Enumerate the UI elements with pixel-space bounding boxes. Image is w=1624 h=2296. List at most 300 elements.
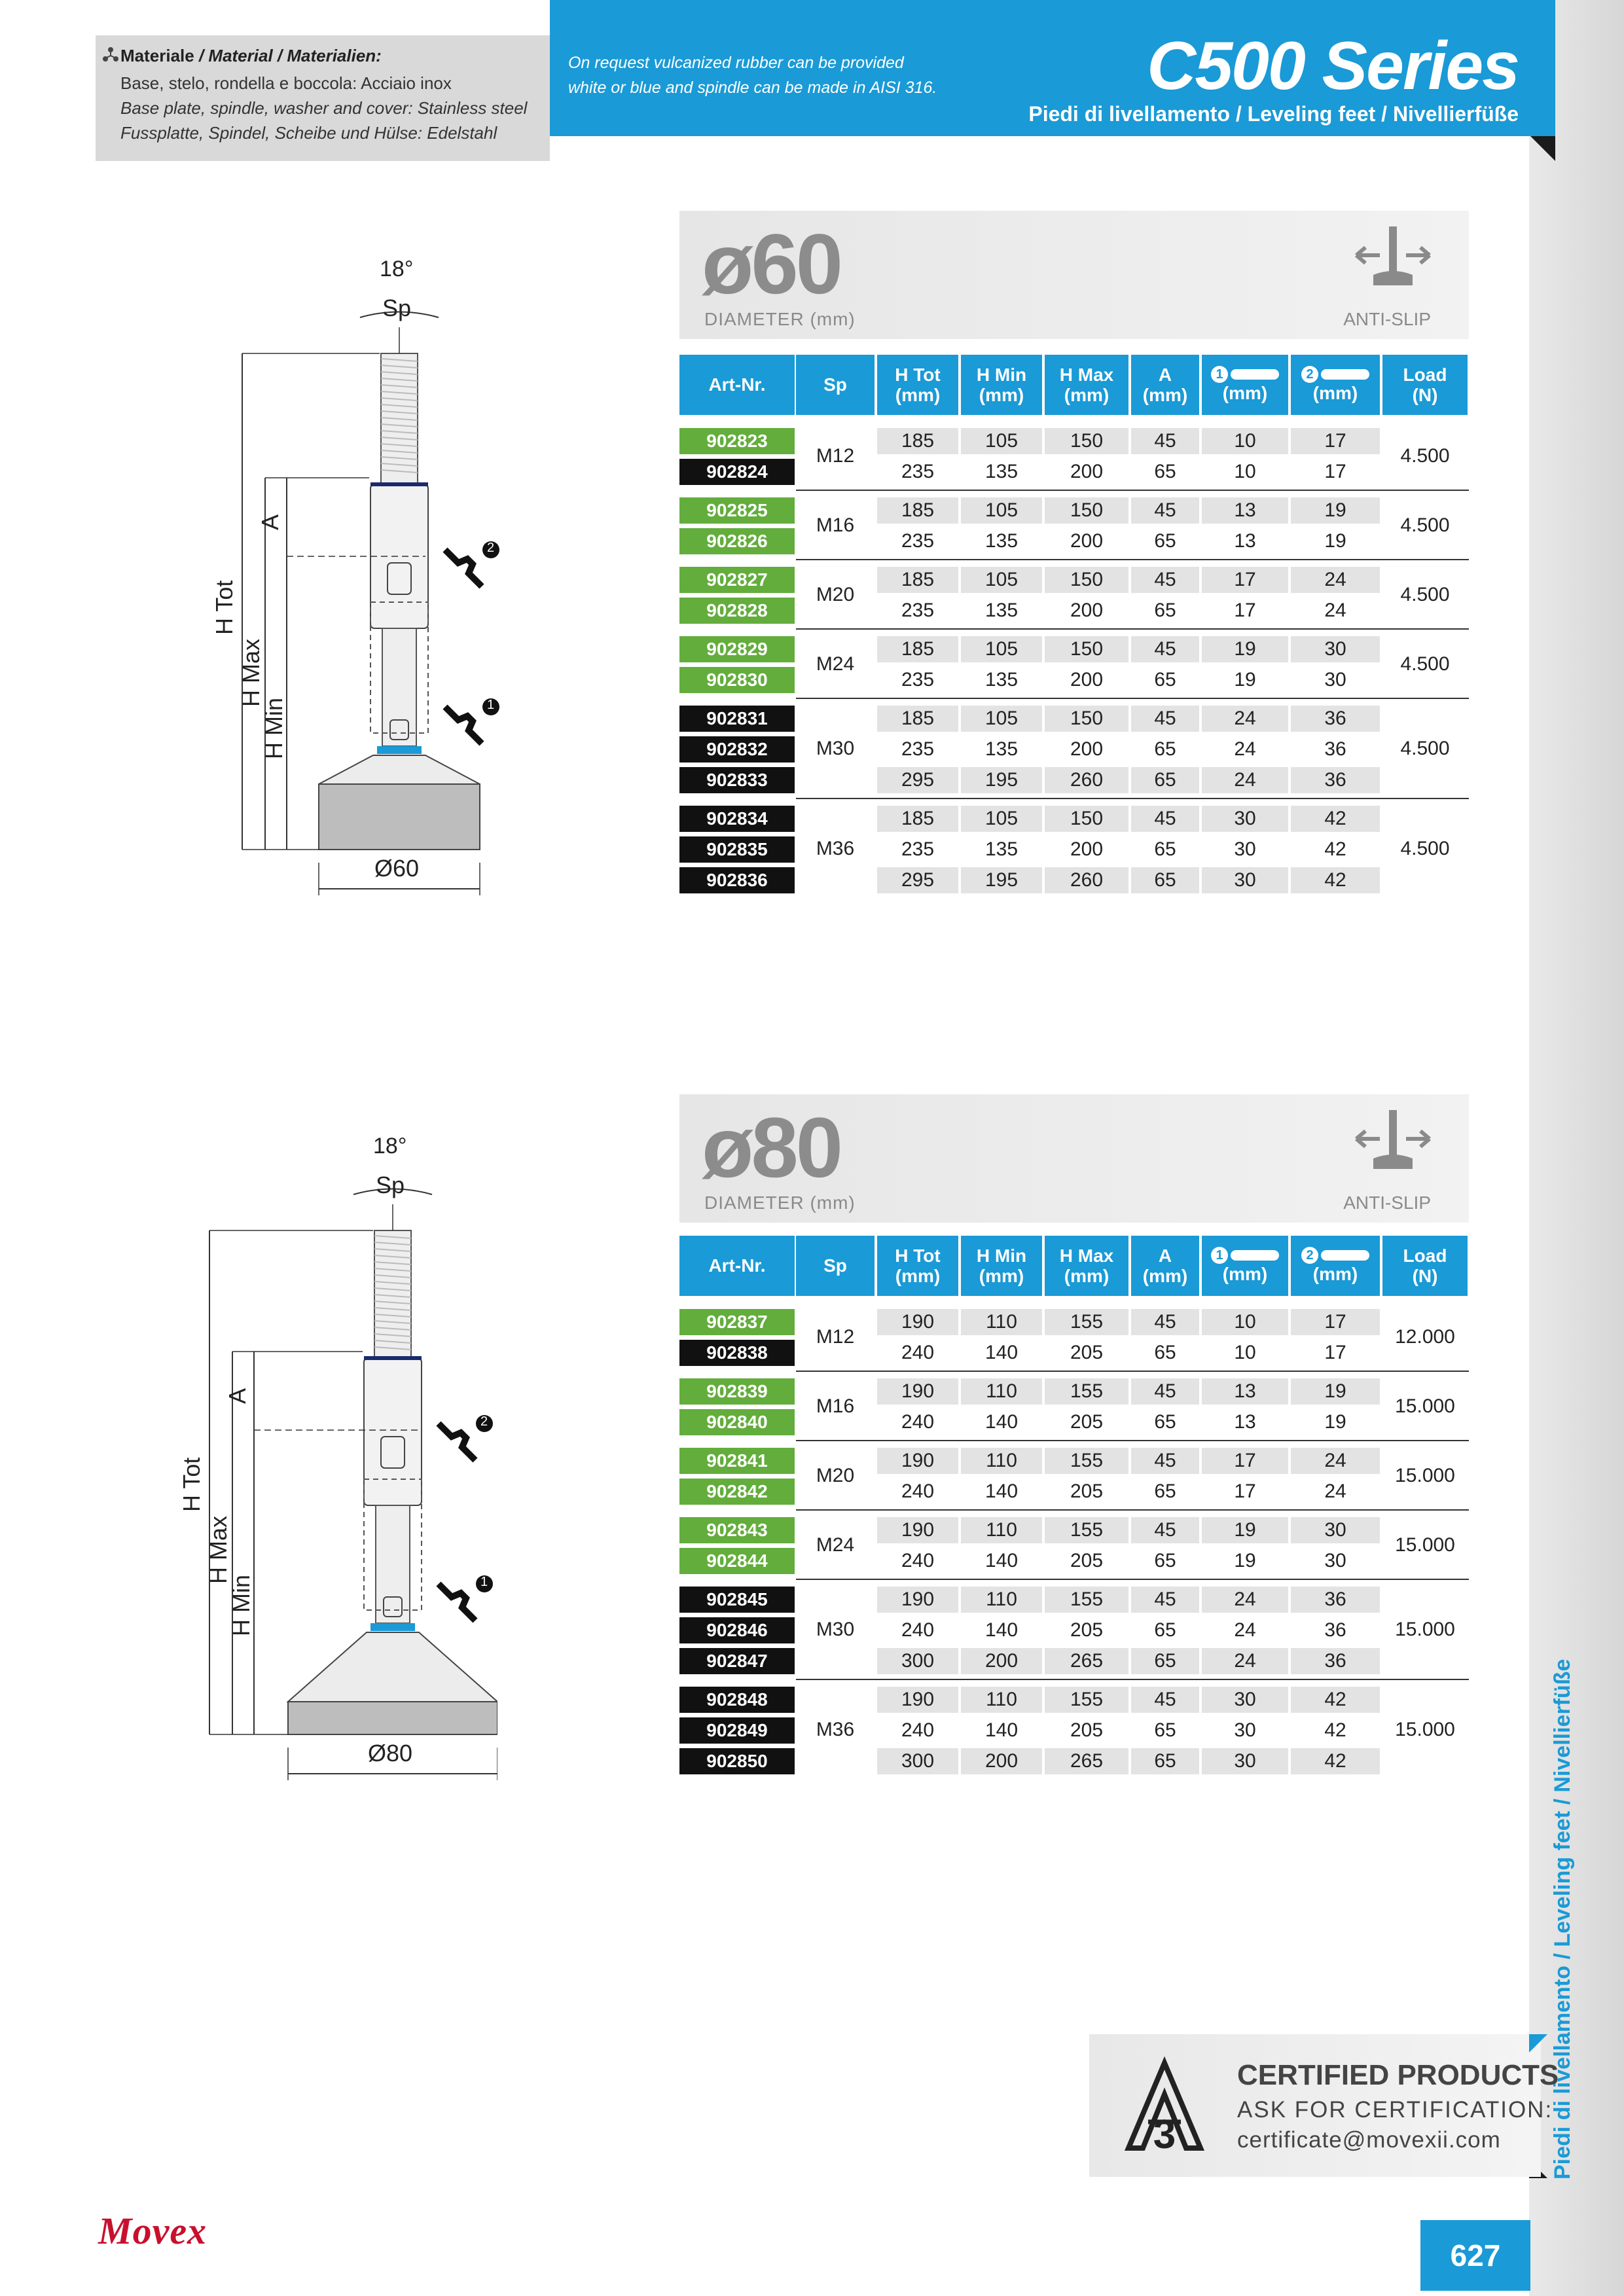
table-cell: 295 — [877, 767, 958, 793]
table-cell: 190 — [877, 1587, 958, 1613]
art-number[interactable]: 902834 — [679, 806, 795, 832]
table-cell: 65 — [1131, 1748, 1199, 1774]
column-header-w1-line1: (mm) — [1222, 383, 1268, 404]
table-cell: 19 — [1234, 1550, 1256, 1571]
table-cell: 30 — [1202, 1748, 1288, 1774]
column-header-a — [1131, 1236, 1199, 1296]
table-cell: 155 — [1045, 1517, 1128, 1543]
cert-corner — [1529, 2034, 1547, 2053]
header-bar — [550, 0, 1555, 136]
art-number[interactable]: 902840 — [679, 1409, 795, 1435]
column-header-htot — [877, 1236, 958, 1296]
series-subtitle: Piedi di livellamento / Leveling feet / Nivellierfüße — [1028, 102, 1519, 126]
table-cell: 17 — [1234, 600, 1256, 621]
table-cell: 42 — [1291, 867, 1380, 893]
table-cell: 24 — [1234, 1619, 1256, 1641]
wrench-w1-number: 1 — [1211, 366, 1228, 383]
series-title: C500 Series — [1147, 28, 1519, 104]
table-cell: 24 — [1291, 1448, 1380, 1474]
wrench-icon — [1231, 1250, 1279, 1261]
table-cell: 155 — [1045, 1309, 1128, 1335]
table-cell: 260 — [1045, 767, 1128, 793]
column-header-load-line0: Load — [1403, 1245, 1447, 1266]
table-cell: 205 — [1070, 1411, 1104, 1433]
column-header-w2-line0 — [1301, 366, 1369, 383]
column-header-load-line0: Load — [1403, 364, 1447, 385]
table-cell: 185 — [877, 706, 958, 732]
group-divider — [796, 1579, 1469, 1580]
table-cell: 200 — [961, 1648, 1042, 1674]
table-cell: 240 — [901, 1342, 935, 1363]
art-number[interactable]: 902850 — [679, 1748, 795, 1774]
table-cell: 13 — [1234, 1411, 1256, 1433]
diameter-title: ø60 — [702, 216, 841, 312]
angle-label: 18° — [373, 1134, 407, 1158]
column-header-w2 — [1291, 1236, 1380, 1296]
load-value: 4.500 — [1400, 444, 1450, 467]
art-number[interactable]: 902829 — [679, 636, 795, 662]
art-number[interactable]: 902836 — [679, 867, 795, 893]
column-header-hmin-line1: (mm) — [979, 1266, 1024, 1286]
column-header-a-line1: (mm) — [1142, 1266, 1188, 1286]
column-header-htot-line0: H Tot — [895, 364, 941, 385]
art-number[interactable]: 902849 — [679, 1717, 795, 1744]
table-cell: 110 — [961, 1378, 1042, 1405]
table-cell: 19 — [1202, 636, 1288, 662]
table-cell: 65 — [1154, 530, 1176, 552]
materials-line-it: Base, stelo, rondella e boccola: Acciaio inox — [120, 73, 452, 93]
art-number[interactable]: 902839 — [679, 1378, 795, 1405]
table-cell: 36 — [1291, 1648, 1380, 1674]
table-cell: 140 — [984, 1411, 1019, 1433]
diameter-label: DIAMETER (mm) — [704, 309, 856, 329]
art-number[interactable]: 902847 — [679, 1648, 795, 1674]
table-cell: 265 — [1045, 1648, 1128, 1674]
table-cell: 42 — [1291, 1687, 1380, 1713]
column-header-hmin-line0: H Min — [976, 364, 1027, 385]
table-cell: 10 — [1202, 1309, 1288, 1335]
table-cell: 110 — [961, 1448, 1042, 1474]
antislip-icon — [1351, 1106, 1436, 1178]
wrench-icon — [1321, 1250, 1369, 1261]
column-header-a-line0: A — [1158, 364, 1172, 385]
note-line-2: white or blue and spindle can be made in AISI 316. — [568, 79, 937, 97]
group-divider — [796, 1440, 1469, 1441]
art-number[interactable]: 902841 — [679, 1448, 795, 1474]
table-cell: 190 — [877, 1517, 958, 1543]
table-cell: 105 — [961, 706, 1042, 732]
thread-size: M16 — [816, 1395, 855, 1417]
table-cell: 17 — [1202, 1448, 1288, 1474]
table-cell: 24 — [1291, 567, 1380, 593]
movex-logo: Movex — [98, 2210, 208, 2252]
table-cell: 45 — [1131, 497, 1199, 524]
table-cell: 235 — [901, 669, 935, 691]
table-cell: 17 — [1324, 461, 1346, 482]
column-header-sp: Sp — [796, 1236, 875, 1296]
materials-box — [96, 35, 550, 161]
table-cell: 190 — [877, 1448, 958, 1474]
art-number[interactable]: 902842 — [679, 1479, 795, 1505]
table-cell: 240 — [901, 1719, 935, 1741]
table-cell: 185 — [877, 806, 958, 832]
table-cell: 24 — [1202, 767, 1288, 793]
table-cell: 295 — [877, 867, 958, 893]
table-cell: 200 — [1070, 530, 1104, 552]
table-cell: 19 — [1202, 1517, 1288, 1543]
group-divider — [796, 698, 1469, 699]
column-header-a — [1131, 355, 1199, 415]
table-cell: 140 — [984, 1719, 1019, 1741]
table-cell: 110 — [961, 1687, 1042, 1713]
table-cell: 135 — [984, 530, 1019, 552]
table-cell: 140 — [984, 1342, 1019, 1363]
table-cell: 45 — [1131, 428, 1199, 454]
table-cell: 150 — [1045, 497, 1128, 524]
table-cell: 235 — [901, 530, 935, 552]
table-cell: 105 — [961, 497, 1042, 524]
column-header-load-line1: (N) — [1412, 385, 1438, 405]
table-cell: 19 — [1324, 1411, 1346, 1433]
certified-box — [1089, 2034, 1559, 2177]
column-header-w1-line1: (mm) — [1222, 1264, 1268, 1285]
section-heading — [679, 1094, 1469, 1223]
table-cell: 205 — [1070, 1719, 1104, 1741]
table-cell: 42 — [1324, 1719, 1346, 1741]
table-cell: 105 — [961, 806, 1042, 832]
table-cell: 110 — [961, 1517, 1042, 1543]
table-cell: 36 — [1324, 1619, 1346, 1641]
table-cell: 65 — [1154, 669, 1176, 691]
table-cell: 235 — [901, 461, 935, 482]
table-cell: 200 — [1070, 838, 1104, 860]
wrench-w1-number: 1 — [1211, 1247, 1228, 1264]
art-number[interactable]: 902825 — [679, 497, 795, 524]
column-header-hmin — [961, 355, 1042, 415]
load-value: 4.500 — [1400, 738, 1450, 759]
column-header-hmax-line0: H Max — [1059, 1245, 1114, 1266]
column-header-w2-line1: (mm) — [1312, 383, 1358, 404]
base-diameter-label: Ø80 — [368, 1740, 413, 1767]
sleeve — [370, 484, 428, 628]
hmin-label: H Min — [228, 1574, 255, 1636]
thread-size: M36 — [816, 1719, 855, 1740]
table-cell: 45 — [1131, 706, 1199, 732]
thread-size: M12 — [816, 444, 855, 467]
art-number[interactable]: 902848 — [679, 1687, 795, 1713]
antislip-icon — [1351, 223, 1436, 295]
column-header-hmax — [1045, 1236, 1128, 1296]
table-cell: 135 — [984, 738, 1019, 760]
table-cell: 105 — [961, 567, 1042, 593]
art-number[interactable]: 902830 — [679, 667, 795, 693]
table-cell: 240 — [901, 1480, 935, 1502]
diameter-title: ø80 — [702, 1100, 841, 1195]
table-cell: 24 — [1202, 1587, 1288, 1613]
wrench-1-number: 1 — [480, 1575, 488, 1589]
a-label: A — [224, 1388, 251, 1404]
molecule-icon — [102, 46, 119, 63]
table-cell: 24 — [1324, 1480, 1346, 1502]
table-cell: 135 — [984, 461, 1019, 482]
table-cell: 65 — [1154, 738, 1176, 760]
table-cell: 140 — [984, 1480, 1019, 1502]
table-cell: 17 — [1234, 1480, 1256, 1502]
table-cell: 155 — [1045, 1587, 1128, 1613]
table-cell: 155 — [1045, 1378, 1128, 1405]
column-header-hmax-line1: (mm) — [1064, 1266, 1110, 1286]
table-cell: 185 — [877, 567, 958, 593]
art-number[interactable]: 902835 — [679, 836, 795, 863]
table-cell: 200 — [1070, 600, 1104, 621]
table-cell: 185 — [877, 497, 958, 524]
table-cell: 195 — [961, 767, 1042, 793]
table-cell: 13 — [1202, 1378, 1288, 1405]
load-value: 12.000 — [1395, 1325, 1455, 1348]
table-cell: 45 — [1131, 636, 1199, 662]
table-cell: 240 — [901, 1411, 935, 1433]
table-cell: 45 — [1131, 1448, 1199, 1474]
load-value: 15.000 — [1395, 1719, 1455, 1740]
table-cell: 17 — [1324, 1342, 1346, 1363]
thread-size: M36 — [816, 838, 855, 859]
table-cell: 30 — [1324, 1550, 1346, 1571]
table-cell: 65 — [1154, 1619, 1176, 1641]
table-cell: 190 — [877, 1309, 958, 1335]
table-cell: 30 — [1234, 838, 1256, 860]
table-cell: 205 — [1070, 1550, 1104, 1571]
wrench-icon — [1231, 369, 1279, 380]
column-header-htot — [877, 355, 958, 415]
load-value: 4.500 — [1400, 653, 1450, 675]
thread-size: M16 — [816, 514, 855, 536]
art-number[interactable]: 902824 — [679, 459, 795, 485]
art-number[interactable]: 902844 — [679, 1548, 795, 1574]
column-header-art: Art-Nr. — [679, 1236, 795, 1296]
table-cell: 150 — [1045, 806, 1128, 832]
thread-size: M30 — [816, 1619, 855, 1640]
table-cell: 240 — [901, 1550, 935, 1571]
table-cell: 36 — [1291, 1587, 1380, 1613]
art-number[interactable]: 902845 — [679, 1587, 795, 1613]
table-cell: 24 — [1202, 706, 1288, 732]
art-number[interactable]: 902826 — [679, 528, 795, 554]
table-cell: 110 — [961, 1309, 1042, 1335]
column-header-sp: Sp — [796, 355, 875, 415]
art-number[interactable]: 902823 — [679, 428, 795, 454]
load-value: 4.500 — [1400, 583, 1450, 605]
wrench-icon — [1321, 369, 1369, 380]
art-number[interactable]: 902846 — [679, 1617, 795, 1643]
svg-text:3: 3 — [1153, 2112, 1176, 2155]
table-cell: 17 — [1291, 1309, 1380, 1335]
column-header-load — [1382, 355, 1468, 415]
table-cell: 10 — [1234, 1342, 1256, 1363]
table-cell: 36 — [1291, 706, 1380, 732]
table-cell: 45 — [1131, 1309, 1199, 1335]
table-cell: 19 — [1291, 497, 1380, 524]
table-cell: 105 — [961, 428, 1042, 454]
table-cell: 65 — [1154, 461, 1176, 482]
group-divider — [796, 798, 1469, 799]
art-number[interactable]: 902837 — [679, 1309, 795, 1335]
wrench-w2-number: 2 — [1301, 366, 1318, 383]
table-cell: 65 — [1154, 1719, 1176, 1741]
table-cell: 19 — [1291, 1378, 1380, 1405]
table-cell: 150 — [1045, 636, 1128, 662]
table-cell: 10 — [1202, 428, 1288, 454]
section-heading — [679, 211, 1469, 339]
table-cell: 65 — [1131, 867, 1199, 893]
side-tab-label: Piedi di livellamento / Leveling feet / Nivellierfüße — [1550, 1659, 1575, 2179]
table-cell: 65 — [1154, 838, 1176, 860]
table-cell: 45 — [1131, 806, 1199, 832]
column-header-w1-line0 — [1211, 1247, 1279, 1264]
table-cell: 150 — [1045, 706, 1128, 732]
leveling-foot-drawing — [144, 249, 511, 903]
antislip-label: ANTI-SLIP — [1343, 309, 1431, 329]
base-diameter-label: Ø60 — [374, 855, 420, 882]
a3-certified-logo — [1115, 2056, 1214, 2155]
thread-size: M24 — [816, 1534, 855, 1556]
column-header-w2 — [1291, 355, 1380, 415]
materials-title-rest: / Material / Materialien: — [194, 46, 382, 65]
table-cell: 260 — [1045, 867, 1128, 893]
art-number[interactable]: 902843 — [679, 1517, 795, 1543]
thread-size: M12 — [816, 1325, 855, 1348]
table-cell: 24 — [1324, 600, 1346, 621]
load-value: 15.000 — [1395, 1464, 1455, 1486]
wrench-w2-number: 2 — [1301, 1247, 1318, 1264]
header-corner — [1530, 136, 1555, 161]
table-cell: 65 — [1154, 1550, 1176, 1571]
sleeve — [364, 1358, 422, 1505]
table-cell: 65 — [1154, 1342, 1176, 1363]
column-header-w2-line1: (mm) — [1312, 1264, 1358, 1285]
group-divider — [796, 490, 1469, 491]
column-header-hmin-line1: (mm) — [979, 385, 1024, 405]
materials-line-de: Fussplatte, Spindel, Scheibe und Hülse: Edelstahl — [120, 123, 497, 143]
art-number[interactable]: 902827 — [679, 567, 795, 593]
table-cell: 17 — [1202, 567, 1288, 593]
table-cell: 42 — [1324, 838, 1346, 860]
art-number[interactable]: 902833 — [679, 767, 795, 793]
threaded-spindle — [374, 1230, 411, 1358]
sp-label: Sp — [376, 1172, 405, 1198]
table-cell: 65 — [1154, 1480, 1176, 1502]
wrench-1-number: 1 — [487, 698, 495, 712]
column-header-a-line0: A — [1158, 1245, 1172, 1266]
column-header-w1-line0 — [1211, 366, 1279, 383]
table-cell: 36 — [1291, 767, 1380, 793]
table-cell: 45 — [1131, 1517, 1199, 1543]
base-plate — [319, 746, 480, 850]
table-cell: 135 — [984, 600, 1019, 621]
column-header-hmax — [1045, 355, 1128, 415]
thread-size: M30 — [816, 738, 855, 759]
column-header-load — [1382, 1236, 1468, 1296]
table-cell: 17 — [1291, 428, 1380, 454]
table-cell: 24 — [1202, 1648, 1288, 1674]
table-cell: 300 — [877, 1748, 958, 1774]
certified-email[interactable]: certificate@movexii.com — [1237, 2127, 1501, 2153]
table-cell: 13 — [1202, 497, 1288, 524]
table-cell: 42 — [1291, 806, 1380, 832]
table-cell: 190 — [877, 1378, 958, 1405]
column-header-w1 — [1202, 1236, 1288, 1296]
table-cell: 205 — [1070, 1342, 1104, 1363]
load-value: 4.500 — [1400, 514, 1450, 536]
art-number[interactable]: 902832 — [679, 736, 795, 762]
materials-title-it: Materiale — [120, 46, 194, 65]
table-cell: 205 — [1070, 1480, 1104, 1502]
angle-label: 18° — [380, 257, 414, 281]
table-cell: 30 — [1324, 669, 1346, 691]
column-header-htot-line1: (mm) — [895, 385, 941, 405]
certified-line2: ASK FOR CERTIFICATION: — [1237, 2097, 1553, 2123]
table-cell: 140 — [984, 1550, 1019, 1571]
table-cell: 19 — [1234, 669, 1256, 691]
materials-title — [120, 46, 382, 66]
column-header-hmax-line0: H Max — [1059, 364, 1114, 385]
table-cell: 150 — [1045, 428, 1128, 454]
table-cell: 19 — [1324, 530, 1346, 552]
art-number[interactable]: 902838 — [679, 1340, 795, 1366]
art-number[interactable]: 902831 — [679, 706, 795, 732]
table-cell: 30 — [1202, 1687, 1288, 1713]
column-header-w2-line0 — [1301, 1247, 1369, 1264]
group-divider — [796, 1371, 1469, 1372]
table-cell: 45 — [1131, 1687, 1199, 1713]
load-value: 4.500 — [1400, 838, 1450, 859]
table-cell: 45 — [1131, 567, 1199, 593]
page-number: 627 — [1420, 2220, 1530, 2291]
column-header-art: Art-Nr. — [679, 355, 795, 415]
table-cell: 65 — [1131, 767, 1199, 793]
group-divider — [796, 1509, 1469, 1511]
hmax-label: H Max — [205, 1515, 232, 1584]
table-cell: 45 — [1131, 1587, 1199, 1613]
table-cell: 155 — [1045, 1448, 1128, 1474]
art-number[interactable]: 902828 — [679, 598, 795, 624]
table-cell: 65 — [1154, 600, 1176, 621]
table-cell: 30 — [1202, 806, 1288, 832]
table-cell: 190 — [877, 1687, 958, 1713]
load-value: 15.000 — [1395, 1534, 1455, 1556]
table-cell: 105 — [961, 636, 1042, 662]
antislip-label: ANTI-SLIP — [1343, 1193, 1431, 1213]
load-value: 15.000 — [1395, 1395, 1455, 1417]
table-cell: 30 — [1291, 1517, 1380, 1543]
column-header-load-line1: (N) — [1412, 1266, 1438, 1286]
table-cell: 235 — [901, 600, 935, 621]
table-cell: 235 — [901, 838, 935, 860]
hmax-label: H Max — [238, 638, 264, 707]
thread-size: M20 — [816, 583, 855, 605]
table-cell: 135 — [984, 669, 1019, 691]
column-header-htot-line1: (mm) — [895, 1266, 941, 1286]
leveling-foot-drawing — [131, 1126, 497, 1780]
table-cell: 24 — [1234, 738, 1256, 760]
table-cell: 200 — [961, 1748, 1042, 1774]
load-value: 15.000 — [1395, 1619, 1455, 1640]
table-cell: 205 — [1070, 1619, 1104, 1641]
table-cell: 135 — [984, 838, 1019, 860]
table-cell: 200 — [1070, 669, 1104, 691]
thread-size: M20 — [816, 1464, 855, 1486]
table-cell: 10 — [1234, 461, 1256, 482]
group-divider — [796, 1679, 1469, 1680]
